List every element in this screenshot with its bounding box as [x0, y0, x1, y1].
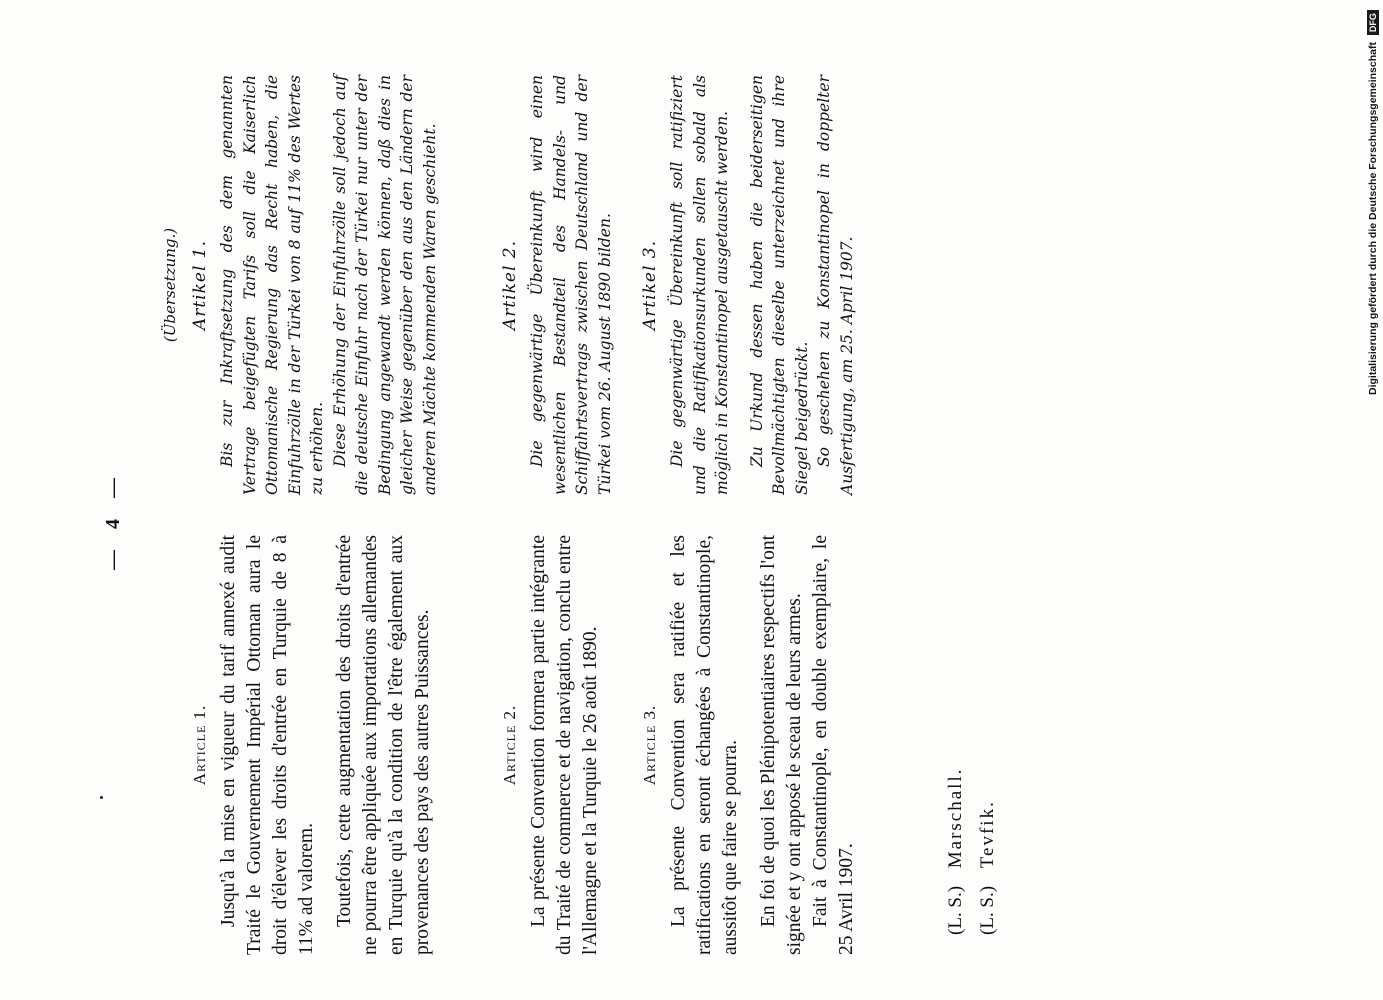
french-article-3 [640, 535, 870, 955]
signature-block [940, 535, 1004, 935]
page-number: — 4 — [102, 470, 124, 570]
german-article-2 [500, 75, 640, 495]
article-paragraph: Zu Urkund dessen haben die beiderseitigen Bevollmächtigten dieselbe unterzeichnet und ihre Siegel beigedrückt. [747, 75, 811, 495]
article-heading: Article 3. [640, 704, 659, 786]
article-paragraph: En foi de quoi les Plénipotentiaires respectifs l'ont signée et y ont apposé le sceau de leurs armes. [758, 535, 805, 955]
seal-mark: (L. S.) [945, 885, 966, 935]
signatory-name: Marschall. [945, 767, 966, 869]
ink-speck [100, 796, 103, 799]
article-paragraph: Fait à Constantinople, en double exemplaire, le 25 Avril 1907. [810, 535, 857, 955]
article-heading: Article 2. [500, 704, 519, 786]
translation-heading: (Übersetzung.) [161, 227, 179, 343]
french-article-1 [190, 535, 500, 955]
signatory-name: Tevfik. [977, 800, 998, 869]
article-paragraph: Die gegenwärtige Übereinkunft soll ratifiziert und die Ratifikationsurkunden sollen sobald als möglich in Konstantinopel ausgetauscht werden. [668, 75, 731, 495]
digitization-credit [1367, 5, 1381, 395]
french-column [150, 535, 870, 955]
article-paragraph: La présente Convention formera partie intégrante du Traité de commerce et de navigation, conclu entre l'Allemagne et la Turquie le 26 août 1890. [528, 535, 601, 955]
article-paragraph: So geschehen zu Konstantinopel in doppelter Ausfertigung, am 25. April 1907. [815, 75, 856, 495]
rotated-document-sheet [90, 40, 1100, 1000]
french-column-spacer [150, 535, 190, 955]
seal-mark: (L. S.) [977, 885, 998, 935]
signature-row [940, 535, 972, 935]
french-article-2 [500, 535, 640, 955]
article-paragraph: Toutefois, cette augmentation des droits d'entrée ne pourra être appliquée aux importations allemandes en Turquie qu'à la condition de l'être également aux provenances des pays des autres Puissances. [334, 535, 433, 955]
article-heading: Article 1. [190, 704, 209, 786]
article-paragraph: Die gegenwärtige Übereinkunft wird einen wesentlichen Bestandteil des Handels- und Schiffahrtsvertrags zwischen Deutschland und der Türkei vom 26. August 1890 bilden. [528, 75, 614, 495]
german-article-3 [640, 75, 870, 495]
credit-text: Digitalisierung gefördert durch die Deutsche Forschungsgemeinschaft [1367, 42, 1379, 395]
article-paragraph: Diese Erhöhung der Einfuhrzölle soll jedoch auf die deutsche Einfuhr nach der Türkei nur unter der Bedingung angewandt werden können, daß dies in gleicher Weise gegenüber den aus den Ländern der anderen Mächte kommenden Waren geschieht. [330, 75, 439, 495]
german-column [150, 75, 870, 495]
article-heading: Artikel 2. [500, 239, 520, 331]
article-heading: Artikel 1. [190, 239, 210, 331]
article-paragraph: Bis zur Inkraftsetzung des dem genannten Vertrage beigefügten Tarifs soll die Kaiserlich Ottomanische Regierung das Recht haben, die Einfuhrzölle in der Türkei von 8 auf 11% des Wertes zu erhöhen. [218, 75, 326, 495]
dfg-logo: DFG [1367, 10, 1379, 35]
german-article-1 [190, 75, 500, 495]
article-paragraph: Jusqu'à la mise en vigueur du tarif annexé audit Traité le Gouvernement Impérial Ottoman aura le droit d'élever les droits d'entrée en Turquie de 8 à 11% ad valorem. [218, 535, 317, 955]
article-heading: Artikel 3. [640, 239, 660, 331]
signature-row [972, 535, 1004, 935]
article-paragraph: La présente Convention sera ratifiée et les ratifications en seront échangées à Constantinople, aussitôt que faire se pourra. [668, 535, 741, 955]
